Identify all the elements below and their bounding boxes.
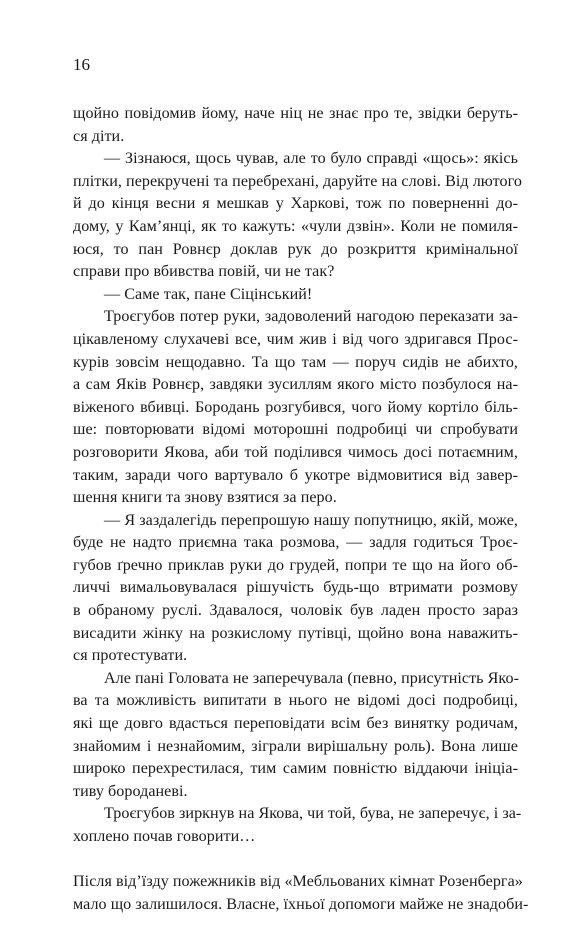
text-line: тиву бороданеві. [73,782,188,800]
text-line: таким, заради чого вартувало б укотре відмовитися від завер- [73,466,518,484]
text-line: буде не надто приємна така розмова, — задля годиться Троє- [73,534,518,552]
text-line: цікавленому слухачеві все, чим жив і від чого здригався Прос- [73,330,518,348]
page-number: 16 [73,55,90,74]
text-line: справи про вбивства повій, чи не так? [73,263,335,281]
text-line: ше: повторювати відомі моторошні подробиці чи спробувати [73,421,518,439]
body-text [73,103,529,916]
text-line: хоплено почав говорити… [73,828,256,845]
text-line: ва та можливість випитати в нього не відомі досі подробиці, [73,692,518,710]
text-line: а сам Яків Ровнєр, завдяки зусиллям якого місто позбулося на- [73,376,518,394]
paragraph-first-line: Троєгубов потер руки, задоволений нагодою переказати за- [104,308,518,326]
paragraph-first-line: Але пані Головата не заперечувала (певно, присутність Яко- [104,669,519,687]
text-line: шення книги та знову взятися за перо. [73,489,337,507]
text-line: розговорити Якова, аби той поділився чимось досі потаємним, [73,443,518,461]
text-line: дому, у Кам’янці, як то кажуть: «чули дзвін». Коли не помиля- [73,217,518,235]
text-line: губов ґречно приклав руки до грудей, попри те що на його об- [73,556,518,574]
paragraph-first-line: Троєгубов зиркнув на Якова, чи той, бува, не заперечує, і за- [104,805,522,823]
text-line: личчі вимальовувалася рішучість будь-що втримати розмову [73,579,518,597]
text-line: ся діти. [73,127,125,145]
text-line: віженого вбивці. Бородань розгубився, чого йому кортіло біль- [73,398,518,416]
text-line: й до кінця весни я мешкав у Харкові, тож по поверненні до- [73,195,518,213]
text-line: в обраному руслі. Здавалося, чоловік був ладен просто зараз [73,602,518,620]
paragraph-first-line: — Зізнаюся, щось чував, але то було справді «щось»: якісь [104,150,518,168]
section-break [73,849,518,872]
paragraph-first-line: — Саме так, пане Сіцінський! [104,285,313,303]
text-line: знайомим і незнайомим, зіграли вирішальну роль). Вона лише [73,737,518,755]
text-line: щойно повідомив йому, наче ніц не знає про те, звідки беруть- [73,105,518,122]
text-line: мало що залишилося. Власне, їхньої допомоги майже не знадоби- [73,895,529,913]
text-line: висадити жінку на розкислому путівці, щойно вона наважить- [73,624,518,642]
text-line: курів зовсім нещодавно. Та що там — поруч сидів не абихто, [73,353,518,371]
text-line: Після від’їзду пожежників від «Мебльованих кімнат Розенберга» [73,873,523,891]
text-line: плітки, перекручені та перебрехані, даруйте на слові. Від лютого [73,172,522,190]
text-line: які ще довго вдасться переповідати всім без винятку родичам, [73,715,518,733]
text-line: юся, то пан Ровнєр доклав рук до розкриття кримінальної [73,240,518,258]
text-line: ся протестувати. [73,647,188,665]
paragraph-first-line: — Я заздалегідь перепрошую нашу попутницю, якій, може, [104,511,518,529]
text-line: широко перехрестилася, тим самим повністю віддаючи ініціа- [73,760,518,778]
